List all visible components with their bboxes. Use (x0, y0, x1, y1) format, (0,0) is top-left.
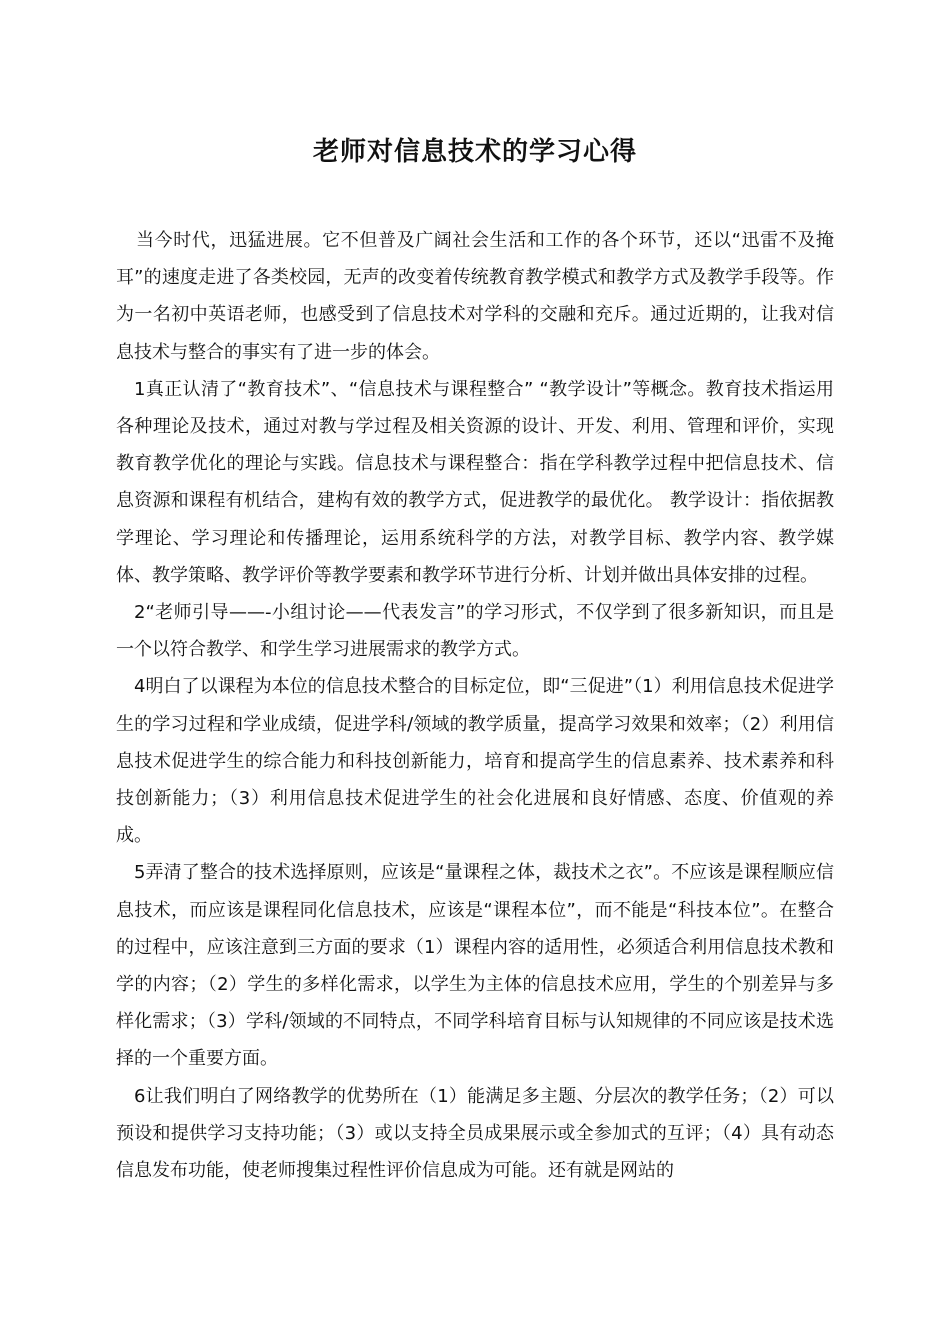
paragraph-point-6: 6让我们明白了网络教学的优势所在（1）能满足多主题、分层次的教学任务；（2）可以预设和提供学习支持功能；（3）或以支持全员成果展示或全参加式的互评；（4）具有动态信息发布功能，使老师搜集过程性评价信息成为可能。还有就是网站的 (116, 1085, 834, 1182)
paragraph-point-5: 5弄清了整合的技术选择原则，应该是“量课程之体，裁技术之衣”。不应该是课程顺应信息技术，而应该是课程同化信息技术，应该是“课程本位”，而不能是“科技本位”。在整合的过程中，应该注意到三方面的要求（1）课程内容的适用性，必须适合利用信息技术教和学的内容；（2）学生的多样化需求，以学生为主体的信息技术应用，学生的个别差异与多样化需求；（3）学科/领域的不同特点，不同学科培育目标与认知规律的不同应该是技术选择的一个重要方面。 (116, 862, 834, 1070)
paragraph-point-2: 2“老师引导——-小组讨论——代表发言”的学习形式，不仅学到了很多新知识，而且是一个以符合教学、和学生学习进展需求的教学方式。 (116, 602, 834, 661)
document-body (116, 222, 834, 1189)
paragraph-point-4: 4明白了以课程为本位的信息技术整合的目标定位，即“三促进”（1）利用信息技术促进学生的学习过程和学业成绩，促进学科/领域的教学质量，提高学习效果和效率；（2）利用信息技术促进学生的综合能力和科技创新能力，培育和提高学生的信息素养、技术素养和科技创新能力；（3）利用信息技术促进学生的社会化进展和良好情感、态度、价值观的养成。 (116, 676, 834, 847)
document-title: 老师对信息技术的学习心得 (312, 137, 637, 167)
paragraph-point-1: 1真正认清了“教育技术”、“信息技术与课程整合” “教学设计”等概念。教育技术指运用各种理论及技术，通过对教与学过程及相关资源的设计、开发、利用、管理和评价，实现教育教学优化的理论与实践。信息技术与课程整合：指在学科教学过程中把信息技术、信息资源和课程有机结合，建构有效的教学方式，促进教学的最优化。 教学设计：指依据教学理论、学习理论和传播理论，运用系统科学的方法，对教学目标、教学内容、教学媒体、教学策略、教学评价等教学要素和教学环节进行分析、计划并做出具体安排的过程。 (116, 378, 834, 586)
paragraph-intro: 当今时代，迅猛进展。它不但普及广阔社会生活和工作的各个环节，还以“迅雷不及掩耳”的速度走进了各类校园，无声的改变着传统教育教学模式和教学方式及教学手段等。作为一名初中英语老师，也感受到了信息技术对学科的交融和充斥。通过近期的，让我对信息技术与整合的事实有了进一步的体会。 (116, 230, 834, 363)
